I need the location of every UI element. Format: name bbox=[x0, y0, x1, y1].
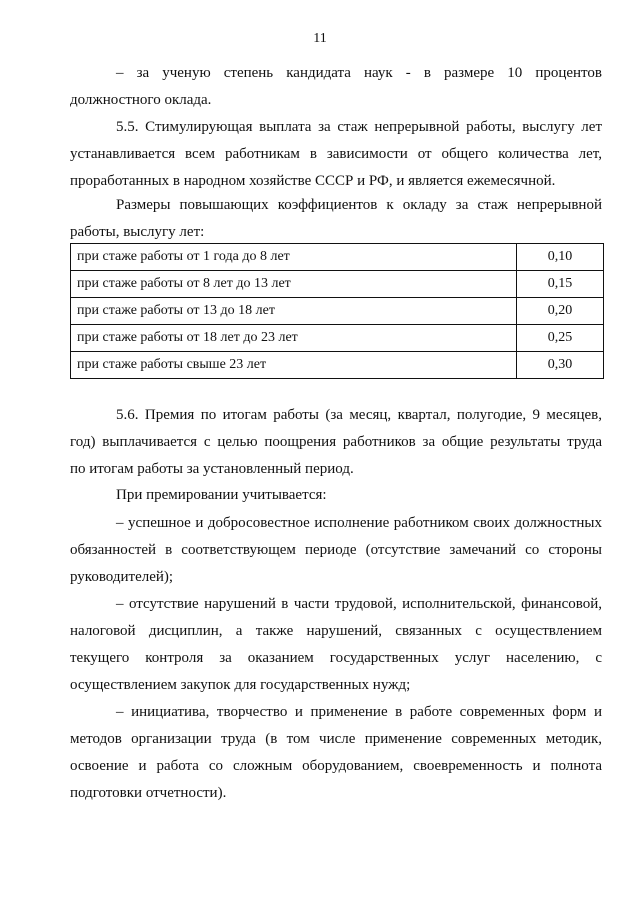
text-line: освоение и работа со сложным оборудованием, своевременность и полнота bbox=[70, 758, 602, 774]
table-cell-value: 0,15 bbox=[517, 271, 604, 298]
text-line: руководителей); bbox=[70, 569, 174, 585]
text-line: год) выплачивается с целью поощрения работников за общие результаты труда bbox=[70, 434, 602, 450]
text-line: по итогам работы за установленный период. bbox=[70, 461, 354, 477]
text-line: работы, выслугу лет: bbox=[70, 224, 205, 240]
text-line: проработанных в народном хозяйстве СССР и РФ, и является ежемесячной. bbox=[70, 173, 556, 189]
text-line: – инициатива, творчество и применение в работе современных форм и bbox=[116, 704, 602, 720]
paragraph-coefficients-intro bbox=[70, 192, 602, 246]
paragraph-5-6 bbox=[70, 402, 602, 483]
table-cell-value: 0,25 bbox=[517, 325, 604, 352]
text-line: осуществлением закупок для государственных нужд; bbox=[70, 677, 411, 693]
page-number: 11 bbox=[313, 31, 327, 46]
paragraph-5-5 bbox=[70, 114, 602, 195]
text-line: обязанностей в соответствующем периоде (отсутствие замечаний со стороны bbox=[70, 542, 602, 558]
text-line: Размеры повышающих коэффициентов к окладу за стаж непрерывной bbox=[116, 197, 602, 213]
paragraph-degree-bonus bbox=[70, 60, 602, 114]
text-line: 5.5. Стимулирующая выплата за стаж непрерывной работы, выслугу лет bbox=[116, 119, 602, 135]
table-cell-value: 0,20 bbox=[517, 298, 604, 325]
paragraph-criterion-duties bbox=[70, 510, 602, 591]
text-line: текущего контроля за оказанием государственных услуг населению, с bbox=[70, 650, 602, 666]
table-cell-value: 0,10 bbox=[517, 244, 604, 271]
text-line: должностного оклада. bbox=[70, 92, 212, 108]
text-line: – отсутствие нарушений в части трудовой, исполнительской, финансовой, bbox=[116, 596, 602, 612]
text-line: методов организации труда (в том числе применение современных методик, bbox=[70, 731, 602, 747]
text-line: 5.6. Премия по итогам работы (за месяц, квартал, полугодие, 9 месяцев, bbox=[116, 407, 602, 423]
table-cell-value: 0,30 bbox=[517, 352, 604, 379]
text-line: – за ученую степень кандидата наук - в размере 10 процентов bbox=[116, 65, 602, 81]
table-row bbox=[71, 325, 604, 352]
coefficient-table bbox=[70, 243, 604, 379]
table-cell-condition: при стаже работы от 8 лет до 13 лет bbox=[71, 271, 517, 298]
text-line: подготовки отчетности). bbox=[70, 785, 227, 801]
table-row bbox=[71, 271, 604, 298]
text-line: налоговой дисциплин, а также нарушений, связанных с осуществлением bbox=[70, 623, 602, 639]
paragraph-bonus-criteria-intro bbox=[70, 482, 602, 509]
table-row bbox=[71, 352, 604, 379]
table-cell-condition: при стаже работы от 1 года до 8 лет bbox=[71, 244, 517, 271]
text-line: – успешное и добросовестное исполнение работником своих должностных bbox=[116, 515, 602, 531]
text-line: При премировании учитывается: bbox=[116, 487, 327, 503]
paragraph-criterion-initiative bbox=[70, 699, 602, 807]
table-row bbox=[71, 298, 604, 325]
table-row bbox=[71, 244, 604, 271]
paragraph-criterion-discipline bbox=[70, 591, 602, 699]
table-cell-condition: при стаже работы от 18 лет до 23 лет bbox=[71, 325, 517, 352]
table-cell-condition: при стаже работы от 13 до 18 лет bbox=[71, 298, 517, 325]
text-line: устанавливается всем работникам в зависимости от общего количества лет, bbox=[70, 146, 602, 162]
table-cell-condition: при стаже работы свыше 23 лет bbox=[71, 352, 517, 379]
